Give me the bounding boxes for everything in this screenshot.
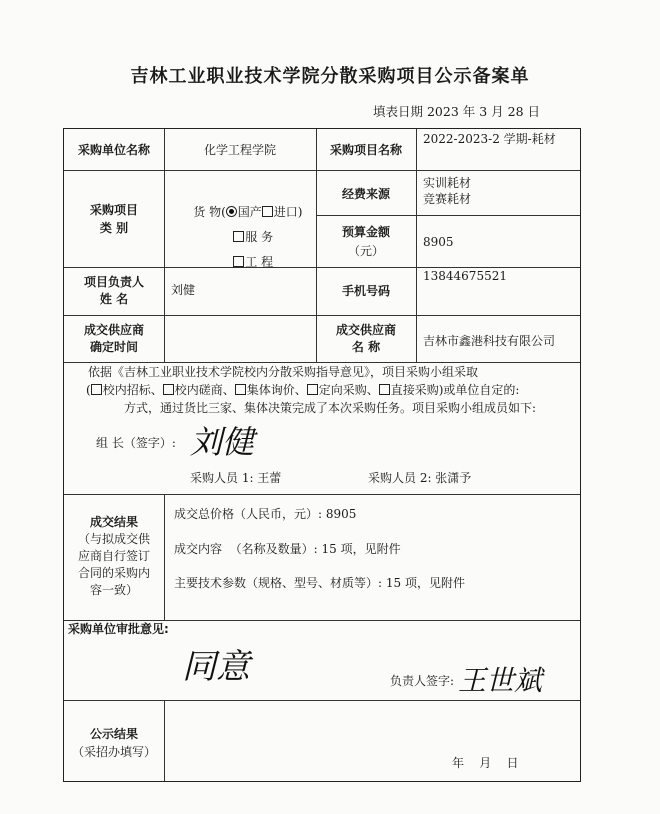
result-label-line-1: （与拟成交供 bbox=[77, 532, 150, 546]
phone-label: 手机号码 bbox=[341, 284, 390, 298]
form-title: 吉林工业职业技术学院分散采购项目公示备案单 bbox=[130, 66, 530, 87]
supplier-label-1: 成交供应商 bbox=[335, 323, 396, 337]
funding-value-2: 竞赛耗材 bbox=[423, 192, 472, 206]
engineering-checkbox-icon[interactable] bbox=[233, 256, 244, 267]
service-label: 服 务 bbox=[245, 230, 274, 244]
budget-label-1: 预算金额 bbox=[341, 225, 390, 239]
approval-opinion-signature: 同意 bbox=[182, 647, 250, 687]
goods-import: 进口) bbox=[273, 205, 303, 219]
goods-domestic: 国产 bbox=[237, 205, 262, 219]
result-label-line-2: 应商自行签订 bbox=[77, 549, 150, 563]
basis-line-3: 方式，通过货比三家、集体决策完成了本次采购任务。项目采购小组成员如下: bbox=[124, 401, 537, 415]
result-label-line-4: 容一致） bbox=[89, 583, 138, 597]
publicity-date: 年 月 日 bbox=[452, 756, 519, 770]
basis-line-1: 依据《吉林工业职业技术学院校内分散采购指导意见》，项目采购小组采取 bbox=[88, 365, 479, 379]
phone-value: 13844675521 bbox=[423, 269, 507, 283]
fill-date: 填表日期 2023 年 3 月 28 日 bbox=[372, 104, 540, 119]
group-leader-label: 组 长（签字）: bbox=[96, 436, 176, 450]
responsible-signature: 王世斌 bbox=[458, 664, 543, 697]
publicity-label-2: （采招办填写） bbox=[71, 745, 156, 759]
publicity-label-1: 公示结果 bbox=[89, 727, 138, 741]
funding-value-1: 实训耗材 bbox=[423, 176, 472, 190]
approval-label: 采购单位审批意见: bbox=[68, 622, 169, 636]
project-value: 2022-2023-2 学期-耗材 bbox=[423, 132, 556, 146]
confirm-time-label-2: 确定时间 bbox=[89, 340, 138, 354]
engineering-label: 工 程 bbox=[245, 255, 274, 269]
campus-negotiation-checkbox-icon[interactable] bbox=[163, 384, 174, 395]
leader-label-2: 姓 名 bbox=[99, 292, 129, 306]
buyer-1: 采购人员 1: 王蕾 bbox=[190, 471, 282, 485]
engineering-option bbox=[218, 235, 273, 289]
total-price: 成交总价格（人民币，元）: 8905 bbox=[174, 507, 357, 521]
category-label-2: 类 别 bbox=[99, 221, 129, 235]
leader-label-1: 项目负责人 bbox=[83, 275, 144, 289]
form-table bbox=[63, 128, 581, 782]
campus-tender-checkbox-icon[interactable] bbox=[91, 384, 102, 395]
deal-content: 成交内容 （名称及数量）: 15 项，见附件 bbox=[174, 542, 401, 556]
funding-label: 经费来源 bbox=[341, 187, 390, 201]
result-label-line-3: 合同的采购内 bbox=[77, 566, 150, 580]
leader-value: 刘健 bbox=[171, 283, 196, 297]
directed-purchase-checkbox-icon[interactable] bbox=[307, 384, 318, 395]
buyer-2: 采购人员 2: 张潇予 bbox=[368, 471, 472, 485]
result-label-title: 成交结果 bbox=[89, 515, 138, 529]
budget-value: 8905 bbox=[423, 235, 454, 249]
tech-params: 主要技术参数（规格、型号、材质等）: 15 项，见附件 bbox=[174, 576, 465, 590]
responsible-label: 负责人签字: bbox=[390, 674, 455, 688]
group-inquiry-checkbox-icon[interactable] bbox=[235, 384, 246, 395]
direct-purchase-checkbox-icon[interactable] bbox=[379, 384, 390, 395]
group-leader-signature: 刘健 bbox=[190, 423, 255, 461]
basis-line-2: ( 校内招标、 校内磋商、 集体询价、 定向采购、 直接采购)或单位自定的: bbox=[86, 383, 520, 397]
dept-label: 采购单位名称 bbox=[77, 143, 150, 157]
confirm-time-label-1: 成交供应商 bbox=[83, 323, 144, 337]
dept-value: 化学工程学院 bbox=[203, 143, 276, 157]
supplier-value: 吉林市鑫港科技有限公司 bbox=[423, 334, 556, 348]
goods-label: 货 物( bbox=[193, 205, 226, 219]
budget-label-2: （元） bbox=[347, 244, 384, 258]
category-label-1: 采购项目 bbox=[89, 203, 138, 217]
supplier-label-2: 名 称 bbox=[351, 340, 381, 354]
project-label: 采购项目名称 bbox=[329, 143, 402, 157]
